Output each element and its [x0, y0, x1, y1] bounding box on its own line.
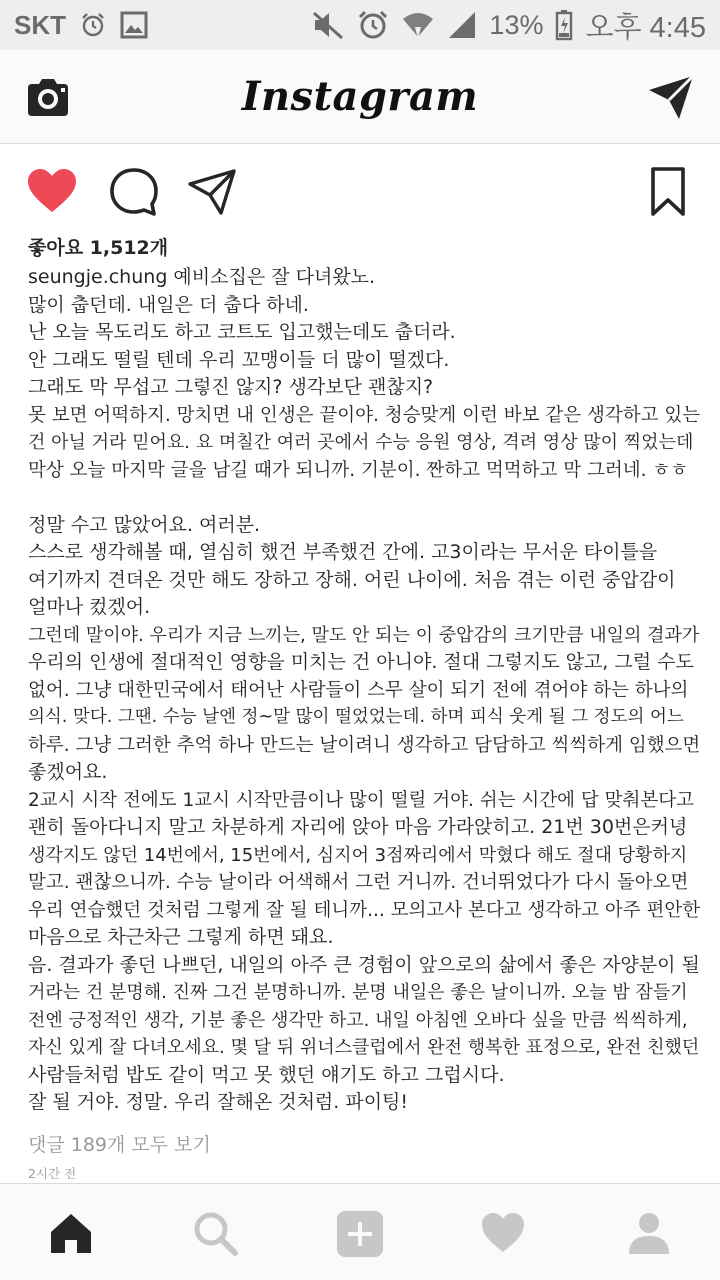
alarm-icon [80, 12, 106, 38]
caption-text: 예비소집은 잘 다녀왔노. [173, 266, 376, 288]
instagram-logo: Instagram [241, 73, 479, 120]
caption-line: 안 그래도 떨릴 텐데 우리 꼬맹이들 더 많이 떨겠다. [28, 348, 450, 371]
caption-line: 말고. 괜찮으니까. 수능 날이라 어색해서 그런 거니까. 건너뛰었다가 다시 돌아오면 [28, 872, 689, 893]
alarm-icon [357, 9, 389, 41]
caption-line: 많이 춥던데. 내일은 더 춥다 하네. [28, 293, 309, 316]
top-navigation [0, 50, 720, 144]
caption-line: 정말 수고 많았어요. 여러분. [28, 513, 261, 536]
heart-icon[interactable] [26, 166, 78, 218]
post-caption [28, 264, 700, 1117]
caption-line: 사람들처럼 밥도 같이 먹고 못 했던 얘기도 하고 그럽시다. [28, 1063, 505, 1086]
caption-line: 자신 있게 잘 다녀오세요. 몇 달 뒤 위너스클럽에서 완전 행복한 표정으로, 완전 친했던 [28, 1037, 700, 1058]
mute-icon [311, 10, 345, 40]
caption-line: 의식. 맞다. 그땐. 수능 날엔 정~말 많이 떨었었는데. 하며 피식 웃게 될 그 정도의 어느 [28, 707, 684, 727]
caption-line: 건 아닐 거라 믿어요. 요 며칠간 여러 곳에서 수능 응원 영상, 격려 영상 많이 찍었는데 [28, 432, 694, 453]
caption-line: 괜히 돌아다니지 말고 차분하게 자리에 앉아 마음 가라앉히고. 21번 30번은커녕 [28, 816, 688, 838]
caption-line: 없어. 그냥 대한민국에서 태어난 사람들이 스무 살이 되기 전에 겪어야 하는 하나의 [28, 679, 689, 701]
caption-line: 음. 결과가 좋던 나쁘던, 내일의 아주 큰 경험이 앞으로의 삶에서 좋은 자양분이 될 [28, 953, 700, 976]
share-icon[interactable] [186, 166, 238, 218]
battery-percent: 13% [489, 9, 544, 40]
comment-icon[interactable] [108, 166, 160, 218]
caption-line: 잘 될 거야. 정말. 우리 잘해온 것처럼. 파이팅! [28, 1091, 409, 1113]
like-count[interactable]: 좋아요 1,512개 [28, 237, 169, 259]
search-icon[interactable] [192, 1210, 238, 1256]
signal-icon [447, 10, 477, 40]
caption-line: 얼마나 컸겠어. [28, 596, 151, 618]
bookmark-icon[interactable] [642, 166, 694, 218]
direct-message-icon[interactable] [646, 72, 696, 122]
gallery-icon [120, 11, 148, 39]
caption-line [28, 484, 700, 512]
caption-line: 마음으로 차근차근 그렇게 하면 돼요. [28, 926, 334, 948]
post-timestamp: 2시간 전 [28, 1166, 77, 1181]
caption-line: 못 보면 어떡하지. 망치면 내 인생은 끝이야. 청승맞게 이런 바보 같은 생각하고 있는 [28, 404, 701, 426]
caption-line: 우리 연습했던 것처럼 그렇게 잘 될 테니까... 모의고사 본다고 생각하고 아주 편안한 [28, 899, 701, 921]
caption-line: 여기까지 견뎌온 것만 해도 장하고 장해. 어린 나이에. 처음 겪는 이런 중압감이 [28, 568, 676, 591]
caption-line: 생각지도 않던 14번에서, 15번에서, 심지어 3점짜리에서 막혔다 해도 절대 당황하지 [28, 844, 688, 866]
home-icon[interactable] [48, 1210, 94, 1256]
profile-icon[interactable] [626, 1210, 672, 1256]
caption-line: 2교시 시작 전에도 1교시 시작만큼이나 많이 떨릴 거야. 쉬는 시간에 답 맞춰본다고 [28, 789, 694, 811]
caption-line: 막상 오늘 마지막 글을 남길 때가 되니까. 기분이. 짠하고 먹먹하고 막 그러네. ㅎㅎ [28, 459, 689, 481]
carrier-label: SKT [14, 9, 66, 40]
camera-icon[interactable] [24, 74, 72, 122]
bottom-navigation [0, 1183, 720, 1280]
username-link[interactable]: seungje.chung [28, 266, 168, 288]
clock: 오후 4:45 [585, 11, 706, 44]
activity-heart-icon[interactable] [480, 1210, 526, 1256]
caption-line: 그래도 막 무섭고 그렇진 않지? 생각보단 괜찮지? [28, 376, 434, 398]
caption-line: 그런데 말이야. 우리가 지금 느끼는, 말도 안 되는 이 중압감의 크기만큼 내일의 결과가 [28, 624, 700, 646]
battery-icon [555, 9, 573, 41]
view-all-comments-link[interactable]: 댓글 189개 모두 보기 [28, 1134, 211, 1156]
status-bar [0, 0, 720, 50]
caption-line: 전엔 긍정적인 생각, 기분 좋은 생각만 하고. 내일 아침엔 오바다 싶을 만큼 씩씩하게, [28, 1009, 688, 1031]
caption-line: 좋겠어요. [28, 761, 108, 783]
caption-line: 하루. 그냥 그러한 추억 하나 만드는 날이려니 생각하고 담담하고 씩씩하게 임했으면 [28, 734, 701, 756]
caption-line: 우리의 인생에 절대적인 영향을 미치는 건 아니야. 절대 그렇지도 않고, 그럴 수도 [28, 651, 694, 673]
wifi-icon [401, 9, 435, 41]
caption-line: 거라는 건 분명해. 진짜 그건 분명하니까. 분명 내일은 좋은 날이니까. 오늘 밤 잠들기 [28, 982, 688, 1003]
post-actions [0, 160, 720, 226]
caption-line: 스스로 생각해볼 때, 열심히 했건 부족했건 간에. 고3이라는 무서운 타이틀을 [28, 541, 658, 563]
caption-line [28, 264, 700, 292]
caption-line: 난 오늘 목도리도 하고 코트도 입고했는데도 춥더라. [28, 321, 456, 343]
add-post-icon[interactable] [336, 1210, 384, 1258]
